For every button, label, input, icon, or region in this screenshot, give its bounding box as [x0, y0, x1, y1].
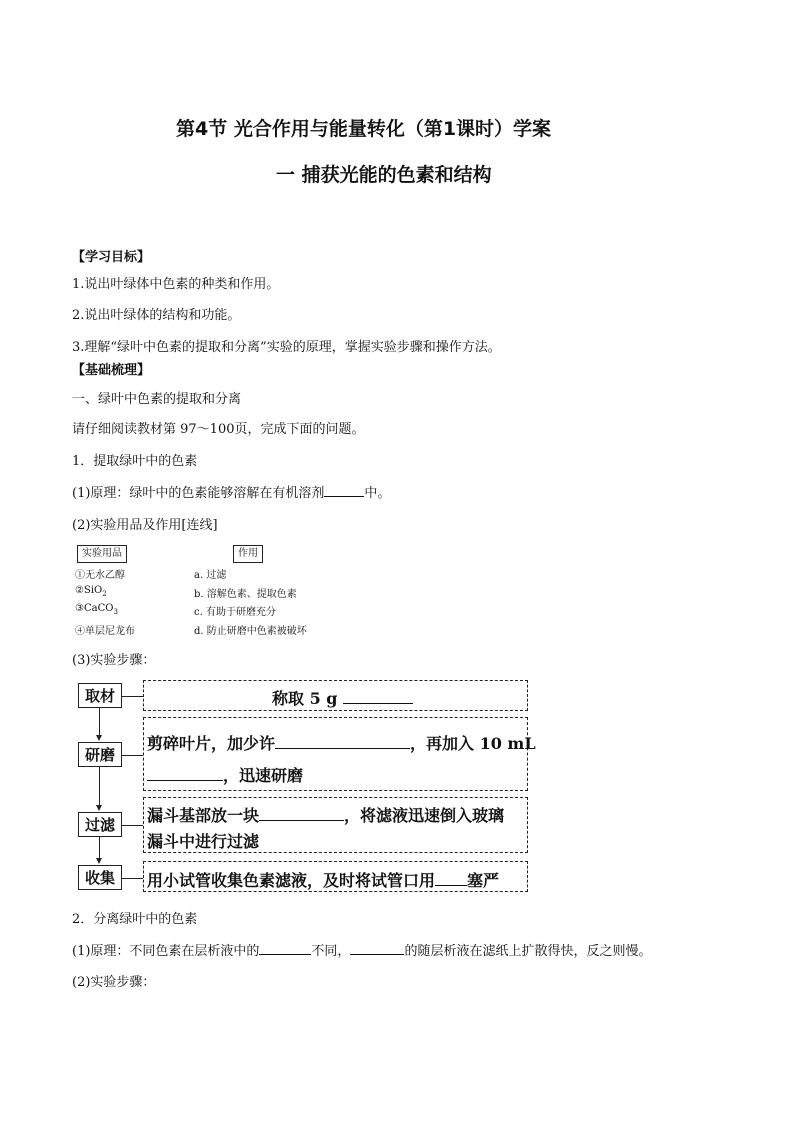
- collecting-label: 用小试管收集色素滤液，及时将试管口用: [147, 871, 436, 890]
- answer-blank[interactable]: [147, 764, 223, 781]
- answer-blank[interactable]: [343, 687, 413, 704]
- part-heading: 2．分离绿叶中的色素: [72, 912, 198, 927]
- filtering-label-2: ，将滤液迅速倒入玻璃: [344, 806, 505, 825]
- principle-1-text: (1)原理：绿叶中的色素能够溶解在有机溶剂: [72, 486, 325, 501]
- answer-blank[interactable]: [259, 940, 311, 955]
- principle-2-text-3: 的随层析液在滤纸上扩散得快，反之则慢。: [404, 944, 652, 959]
- principle-1-tail: 中。: [364, 486, 391, 501]
- answer-blank[interactable]: [275, 732, 410, 749]
- matching-right-header: 作用: [233, 545, 263, 563]
- material-label: ①无水乙醇: [75, 570, 125, 581]
- arrow-down-icon: [96, 858, 102, 864]
- answer-blank[interactable]: [350, 940, 404, 955]
- objective-item: 1.说出叶绿体中色素的种类和作用。: [72, 277, 280, 292]
- grinding-label-3: ，迅速研磨: [223, 766, 304, 785]
- objectives-heading: 【学习目标】: [72, 250, 151, 265]
- page-title: 第4节 光合作用与能量转化（第1课时）学案: [176, 118, 552, 140]
- function-item: c. 有助于研磨充分: [194, 607, 276, 618]
- answer-blank[interactable]: [435, 869, 467, 886]
- filtering-text-line2: 漏斗中进行过滤: [147, 832, 260, 851]
- sampling-text: [272, 686, 413, 709]
- arrow-down-icon: [96, 805, 102, 811]
- reading-hint: 请仔细阅读教材第 97～100页，完成下面的问题。: [72, 422, 365, 437]
- step-box-filtering: 过滤: [78, 812, 122, 837]
- filtering-label: 漏斗基部放一块: [147, 806, 260, 825]
- objective-item: 3.理解“绿叶中色素的提取和分离”实验的原理，掌握实验步骤和操作方法。: [72, 340, 501, 355]
- grinding-text-line1: [147, 731, 536, 754]
- collecting-label-2: 塞严: [467, 871, 500, 890]
- material-item: [75, 622, 135, 637]
- flow-connector: [122, 825, 143, 826]
- principle-2-text: (1)原理：不同色素在层析液中的: [72, 944, 260, 959]
- flow-connector: [122, 755, 143, 756]
- material-item: [75, 566, 125, 581]
- materials-heading: (2)实验用品及作用[连线]: [72, 518, 218, 533]
- matching-left-header: 实验用品: [77, 545, 127, 563]
- function-item: a. 过滤: [194, 570, 227, 581]
- material-subscript: 3: [113, 608, 118, 616]
- sampling-label: 称取 5 g: [272, 689, 338, 708]
- grinding-text-line2: [147, 763, 303, 786]
- material-item: [75, 585, 107, 598]
- page-subtitle: 一 捕获光能的色素和结构: [276, 164, 492, 186]
- flow-connector: [99, 708, 100, 736]
- objective-item: 2.说出叶绿体的结构和功能。: [72, 308, 241, 323]
- filtering-text-line1: [147, 803, 504, 826]
- principle-2-text-2: 不同，: [311, 944, 351, 959]
- principle-1: [72, 482, 390, 501]
- step-box-collecting: 收集: [78, 865, 122, 890]
- step-box-grinding: 研磨: [78, 742, 122, 767]
- material-label: ②SiO: [75, 585, 103, 596]
- flow-connector: [99, 767, 100, 806]
- grinding-label: 剪碎叶片，加少许: [147, 734, 276, 753]
- part-heading: 1．提取绿叶中的色素: [72, 454, 198, 469]
- flow-connector: [122, 878, 143, 879]
- steps2-heading: (2)实验步骤：: [72, 975, 156, 990]
- collecting-text: [147, 868, 499, 891]
- basics-heading: 【基础梳理】: [72, 363, 151, 378]
- flow-connector: [99, 837, 100, 859]
- material-item: [75, 603, 118, 616]
- function-item: b. 溶解色素、提取色素: [194, 589, 297, 600]
- answer-blank[interactable]: [259, 804, 344, 821]
- flow-connector: [122, 696, 143, 697]
- step-box-sampling: 取材: [78, 683, 122, 708]
- material-label: ④单层尼龙布: [75, 626, 135, 637]
- answer-blank[interactable]: [324, 482, 364, 497]
- section-heading: 一、绿叶中色素的提取和分离: [72, 392, 242, 407]
- grinding-label-2: ，再加入 10 mL: [410, 734, 536, 753]
- material-subscript: 2: [102, 590, 107, 598]
- material-label: ③CaCO: [75, 603, 114, 614]
- function-item: d. 防止研磨中色素被破坏: [194, 626, 307, 637]
- arrow-down-icon: [96, 735, 102, 741]
- steps-heading: (3)实验步骤：: [72, 653, 156, 668]
- principle-2: [72, 940, 651, 959]
